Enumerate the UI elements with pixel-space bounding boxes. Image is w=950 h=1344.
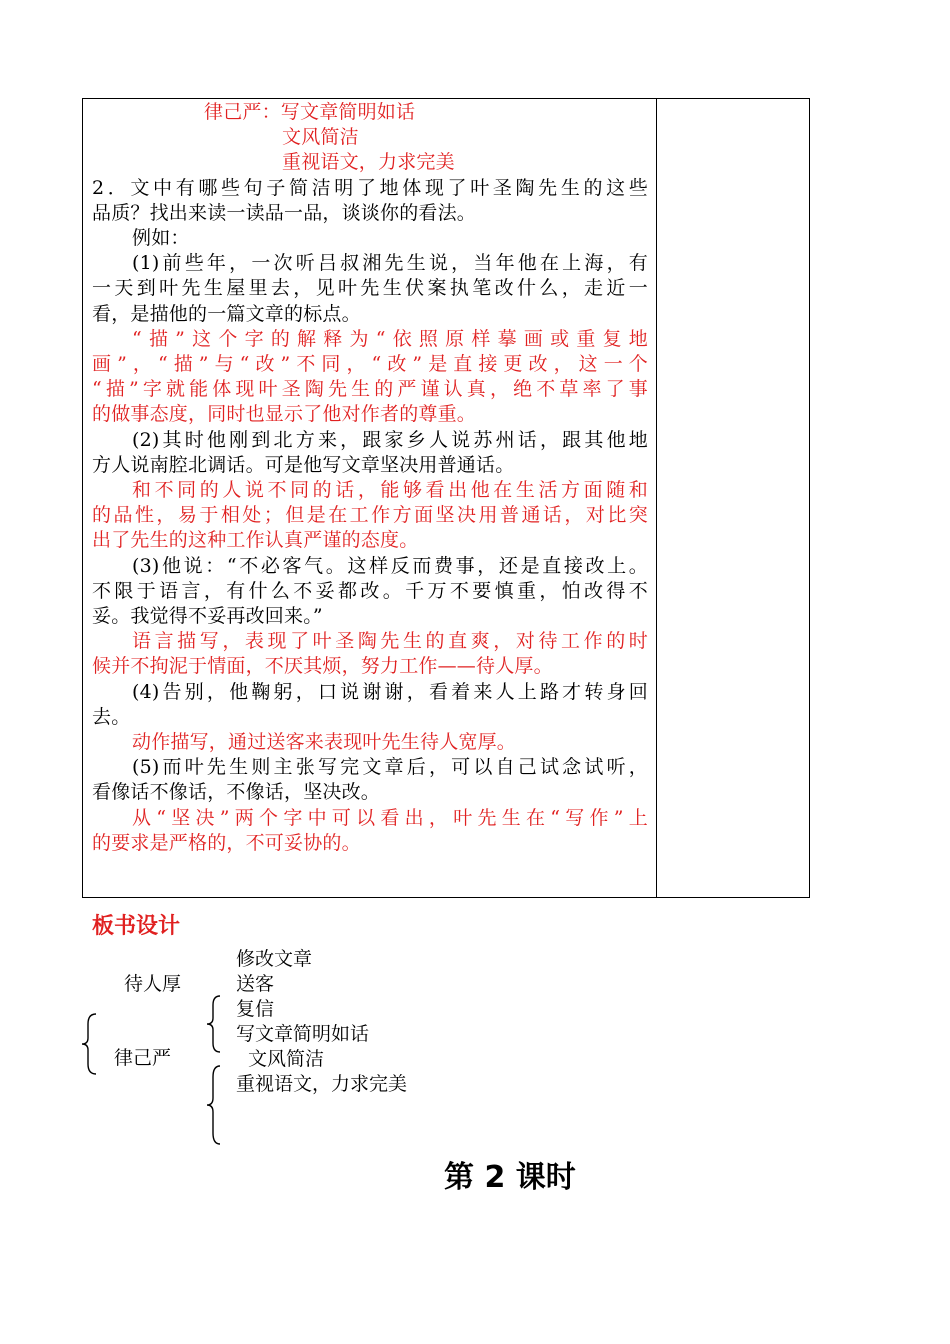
table-text-line: 例如： [132, 227, 190, 250]
lower-brace-icon [204, 1064, 224, 1146]
table-text-line: 画”，“描”与“改”不同，“改”是直接更改，这一个 [92, 353, 648, 376]
board-item: 修改文章 [236, 948, 313, 970]
board-item: 复信 [236, 998, 275, 1020]
table-text-line: (3)他说：“不必客气。这样反而费事，还是直接改上。 [132, 554, 648, 577]
upper-brace-icon [204, 994, 224, 1054]
table-text-line: 文风简洁 [282, 126, 359, 149]
table-text-line: 律己严：写文章简明如话 [204, 101, 416, 123]
board-left-label-top: 待人厚 [124, 973, 182, 995]
table-text-line: “描”字就能体现叶圣陶先生的严谨认真，绝不草率了事 [92, 378, 648, 401]
table-text-line: 和不同的人说不同的话，能够看出他在生活方面随和 [132, 479, 648, 502]
table-text-line: 重视语文，力求完美 [282, 151, 455, 174]
table-text-line: 候并不拘泥于情面，不厌其烦，努力工作——待人厚。 [92, 655, 553, 678]
table-text-line: 2．文中有哪些句子简洁明了地体现了叶圣陶先生的这些 [92, 176, 648, 199]
board-left-label-bottom: 律己严 [114, 1047, 172, 1069]
board-design-heading: 板书设计 [92, 914, 181, 939]
table-text-line: (5)而叶先生则主张写完文章后，可以自己试念试听， [132, 756, 648, 779]
table-text-line: 的做事态度，同时也显示了他对作者的尊重。 [92, 403, 477, 426]
table-text-line: 不限于语言，有什么不妥都改。千万不要慎重，怕改得不 [92, 579, 648, 602]
table-text-line: 的要求是严格的，不可妥协的。 [92, 831, 361, 854]
outer-brace-icon [80, 1012, 100, 1076]
table-text-line: 品质？找出来读一读品一品，谈谈你的看法。 [92, 201, 477, 224]
table-text-line: 方人说南腔北调话。可是他写文章坚决用普通话。 [92, 453, 515, 476]
board-item: 重视语文，力求完美 [236, 1073, 408, 1095]
table-text-line: 出了先生的这种工作认真严谨的态度。 [92, 529, 419, 552]
table-text-line: 从“坚决”两个字中可以看出，叶先生在“写作”上 [132, 806, 648, 829]
table-text-line: (4)告别，他鞠躬，口说谢谢，看着来人上路才转身回 [132, 680, 648, 703]
table-text-line: 一天到叶先生屋里去，见叶先生伏案执笔改什么，走近一 [92, 277, 648, 300]
table-text-line: (2)其时他刚到北方来，跟家乡人说苏州话，跟其他地 [132, 428, 648, 451]
table-text-line: 动作描写，通过送客来表现叶先生待人宽厚。 [132, 731, 517, 754]
table-text-line: 语言描写，表现了叶圣陶先生的直爽，对待工作的时 [132, 630, 648, 653]
board-item: 写文章简明如话 [236, 1023, 370, 1045]
table-column-divider [656, 98, 657, 898]
table-text-line: 妥。我觉得不妥再改回来。” [92, 605, 323, 628]
board-item: 文风简洁 [248, 1048, 325, 1070]
table-text-line: “描”这个字的解释为“依照原样摹画或重复地 [132, 327, 648, 350]
table-text-line: 去。 [92, 705, 131, 728]
table-text-line: 看，是描他的一篇文章的标点。 [92, 302, 361, 325]
table-text-line: 看像话不像话，不像话，坚决改。 [92, 781, 381, 804]
table-text-line: (1)前些年，一次听吕叔湘先生说，当年他在上海，有 [132, 252, 648, 275]
table-text-line: 的品性，易于相处；但是在工作方面坚决用普通话，对比突 [92, 504, 648, 527]
board-item: 送客 [236, 973, 275, 995]
table-content-cell [92, 100, 648, 856]
lesson-2-title: 第 2 课时 [444, 1160, 576, 1195]
